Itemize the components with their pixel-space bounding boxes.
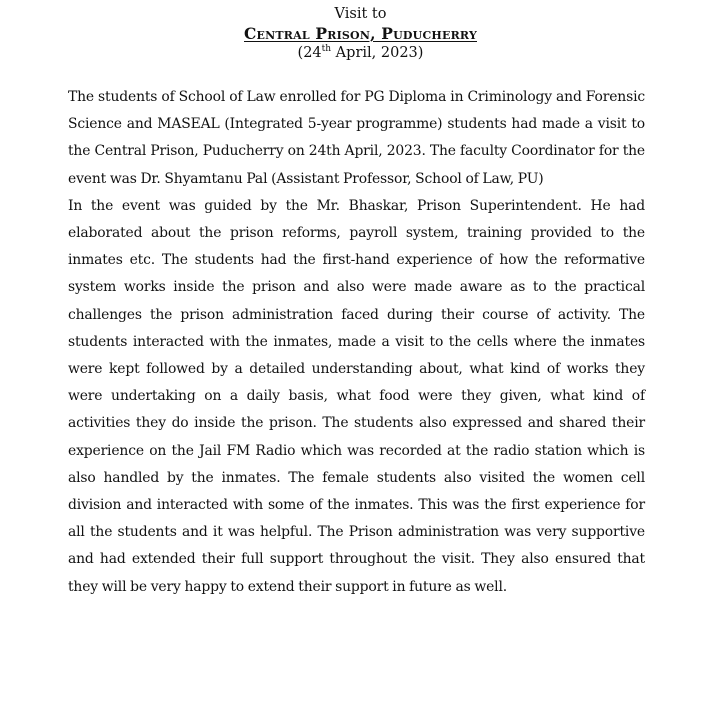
date-rest: April, 2023) — [331, 45, 424, 61]
date-suffix: th — [321, 44, 332, 55]
paragraph-details: In the event was guided by the Mr. Bhaskar, Prison Superintendent. He had elaborated about the prison reforms, payroll system, training provided to the inmates etc. The students had the first-hand experience of how the reformative system works inside the prison and also were made aware as to the practical challenges the prison administration faced during their course of activity. The students interacted with the inmates, made a visit to the cells where the inmates were kept followed by a detailed understanding about, what kind of works they were undertaking on a daily basis, what food were they given, what kind of activities they do inside the prison. The students also expressed and shared their experience on the Jail FM Radio which was recorded at the radio station which is also handled by the inmates. The female students also visited the women cell division and interacted with some of the inmates. This was the first experience for all the students and it was helpful. The Prison administration was very supportive and had extended their full support throughout the visit. They also ensured that they will be very happy to extend their support in future as well. — [68, 197, 645, 595]
header-kicker: Visit to — [334, 6, 387, 22]
document-title: Central Prison, Puducherry — [244, 24, 477, 43]
document-header — [0, 5, 721, 63]
paragraph-intro: The students of School of Law enrolled for PG Diploma in Criminology and Forensic Science and MASEAL (Integrated 5-year programme) students had made a visit to the Central Prison, Puducherry on 24th April, 2023. The faculty Coordinator for the event was Dr. Shyamtanu Pal (Assistant Professor, School of Law, PU) — [68, 89, 645, 187]
event-date — [0, 44, 721, 63]
document-body — [68, 84, 645, 601]
date-open: (24 — [297, 45, 322, 61]
